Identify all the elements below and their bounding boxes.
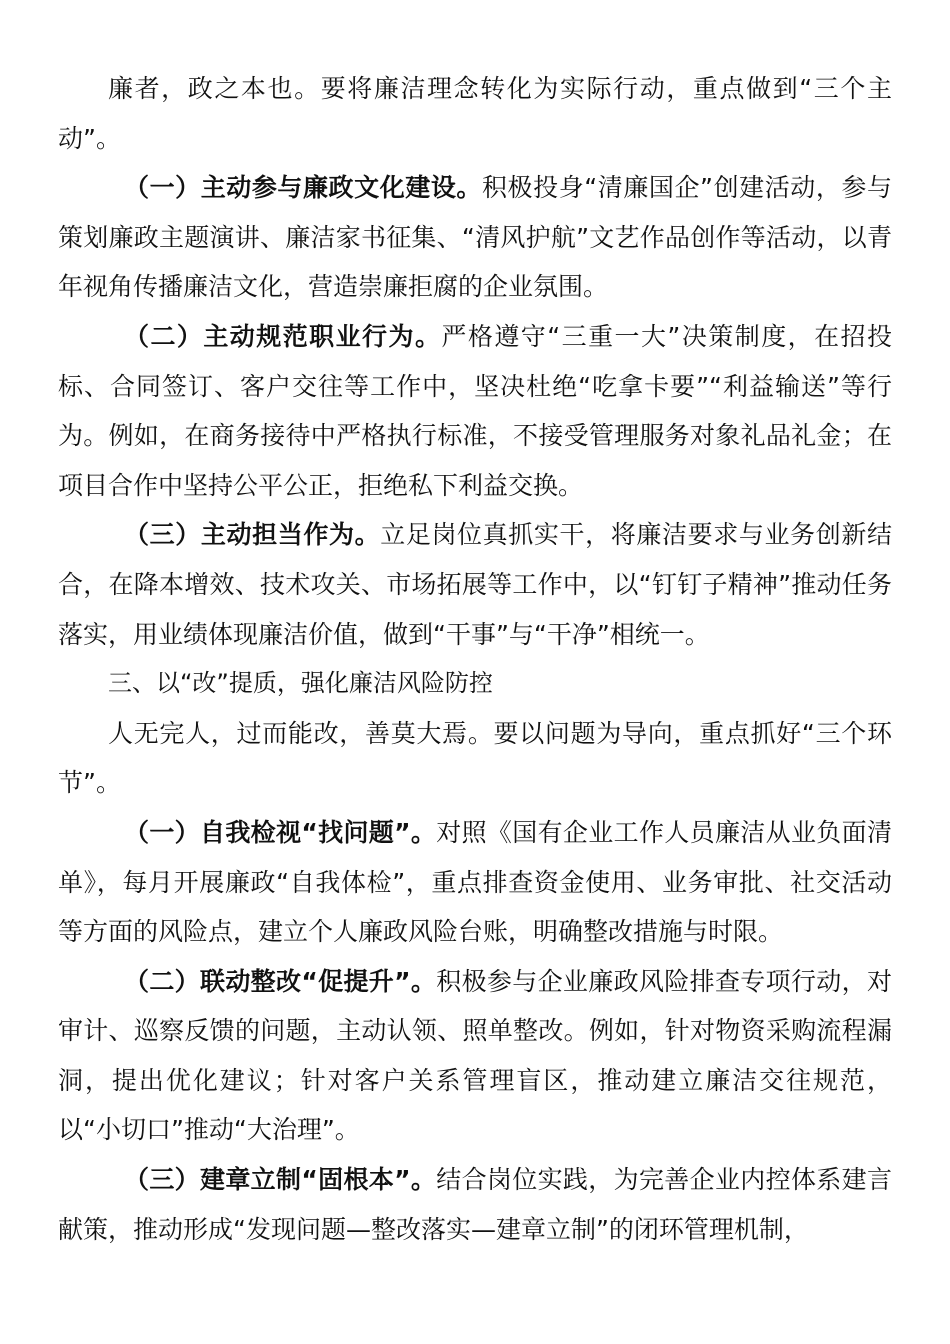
paragraph-intro-integrity (58, 64, 892, 163)
document-page (58, 64, 892, 1254)
paragraph-text: 结合岗位实践，为完善企业内控体系建言献策，推动形成“发现问题—整改落实—建章立制”的闭环管理机制， (58, 1165, 892, 1244)
paragraph-lead: （一）自我检视“找问题”。 (124, 817, 437, 847)
paragraph-intro-correction (58, 709, 892, 808)
paragraph-professional-conduct (58, 312, 892, 510)
paragraph-lead: （三）建章立制“固根本”。 (124, 1165, 437, 1195)
paragraph-lead: （二）主动规范职业行为。 (124, 321, 442, 351)
paragraph-text: 对照《国有企业工作人员廉洁从业负面清单》，每月开展廉政“自我体检”，重点排查资金使用、业务审批、社交活动等方面的风险点，建立个人廉政风险台账，明确整改措施与时限。 (58, 817, 892, 947)
paragraph-text: 廉者，政之本也。要将廉洁理念转化为实际行动，重点做到“三个主动”。 (58, 74, 892, 153)
paragraph-lead: （一）主动参与廉政文化建设。 (124, 173, 482, 203)
paragraph-culture-building (58, 163, 892, 312)
section-heading-three (58, 659, 892, 709)
paragraph-text: 立足岗位真抓实干，将廉洁要求与业务创新结合，在降本增效、技术攻关、市场拓展等工作中，以“钉钉子精神”推动任务落实，用业绩体现廉洁价值，做到“干事”与“干净”相统一。 (58, 520, 892, 649)
heading-text: 三、以“改”提质，强化廉洁风险防控 (108, 669, 493, 698)
paragraph-lead: （二）联动整改“促提升”。 (124, 966, 437, 996)
paragraph-self-review (58, 808, 892, 957)
paragraph-joint-rectification (58, 957, 892, 1155)
paragraph-responsibility (58, 510, 892, 659)
paragraph-text: 积极投身“清廉国企”创建活动，参与策划廉政主题演讲、廉洁家书征集、“清风护航”文艺作品创作等活动，以青年视角传播廉洁文化，营造崇廉拒腐的企业氛围。 (58, 173, 892, 302)
paragraph-text: 人无完人，过而能改，善莫大焉。要以问题为导向，重点抓好“三个环节”。 (58, 718, 892, 798)
paragraph-institution-building (58, 1155, 892, 1254)
paragraph-text: 严格遵守“三重一大”决策制度，在招投标、合同签订、客户交往等工作中，坚决杜绝“吃拿卡要”“利益输送”等行为。例如，在商务接待中严格执行标准，不接受管理服务对象礼品礼金；在项目合作中坚持公平公正，拒绝私下利益交换。 (58, 321, 892, 500)
paragraph-text: 积极参与企业廉政风险排查专项行动，对审计、巡察反馈的问题，主动认领、照单整改。例如，针对物资采购流程漏洞，提出优化建议；针对客户关系管理盲区，推动建立廉洁交往规范，以“小切口”推动“大治理”。 (58, 966, 892, 1145)
paragraph-lead: （三）主动担当作为。 (124, 520, 381, 550)
